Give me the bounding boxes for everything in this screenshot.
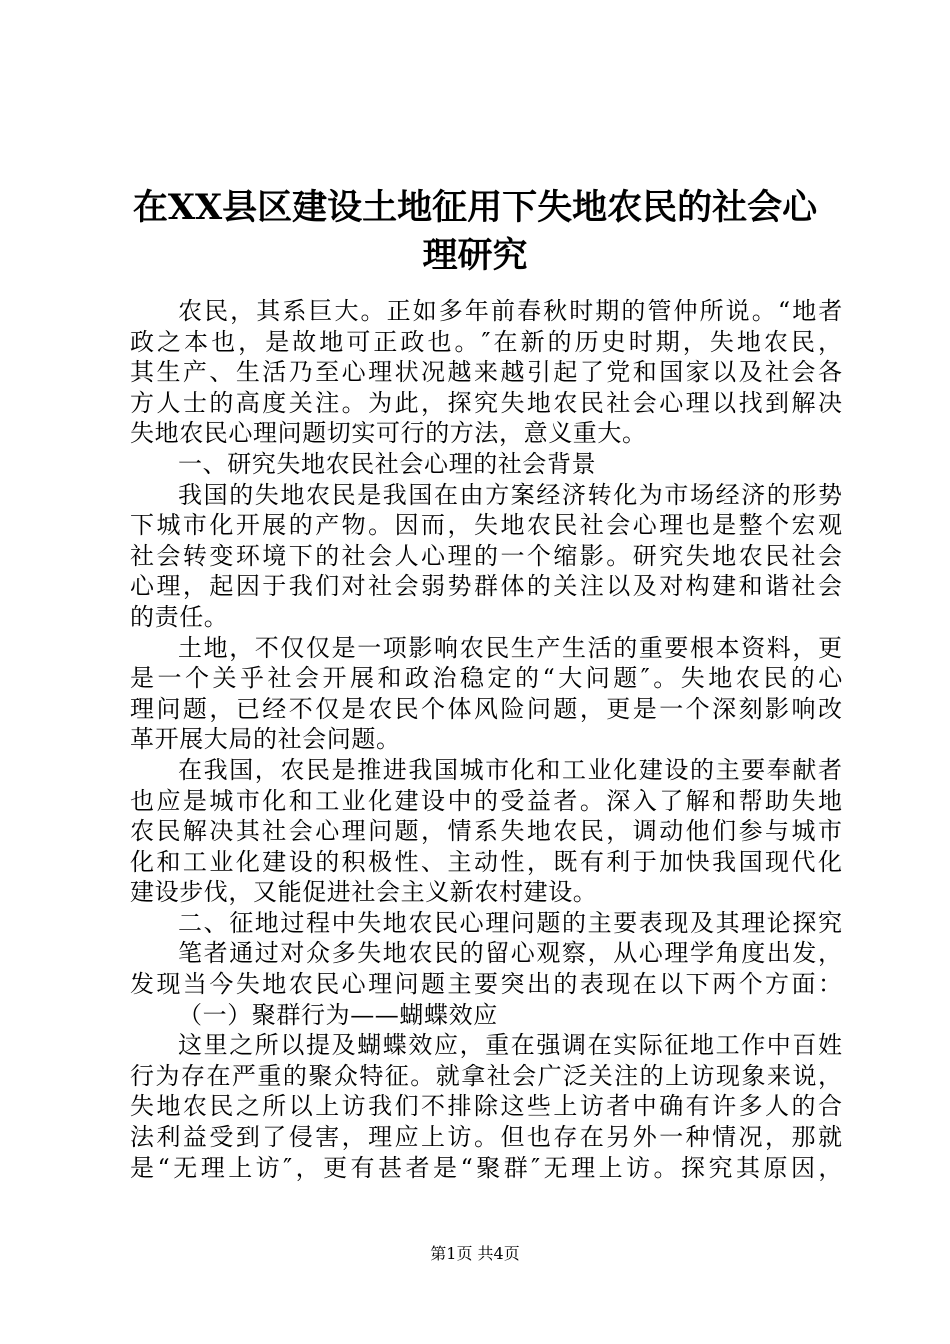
document-title-line-1: 在XX县区建设土地征用下失地农民的社会心	[132, 187, 818, 228]
text-line: 一、研究失地农民社会心理的社会背景	[178, 449, 597, 478]
text-line: 这里之所以提及蝴蝶效应，重在强调在实际征地工作中百姓	[178, 1031, 844, 1060]
page-footer: 第1页 共4页	[430, 1244, 520, 1263]
text-line: 我国的失地农民是我国在由方案经济转化为市场经济的形势	[178, 480, 844, 509]
text-line: 在我国，农民是推进我国城市化和工业化建设的主要奉献者	[178, 755, 844, 784]
text-line: 化和工业化建设的积极性、主动性，既有利于加快我国现代化	[130, 847, 845, 876]
text-line: 失地农民心理问题切实可行的方法，意义重大。	[130, 419, 647, 448]
document-title-line-2: 理研究	[422, 235, 528, 276]
text-line: 理问题，已经不仅是农民个体风险问题，更是一个深刻影响改	[130, 694, 845, 723]
text-line: 政之本也，是故地可正政也。″在新的历史时期，失地农民，	[130, 327, 846, 356]
text-line: （一）聚群行为——蝴蝶效应	[178, 1000, 498, 1029]
text-line: 其生产、生活乃至心理状况越来越引起了党和国家以及社会各	[130, 358, 845, 387]
text-line: 的责任。	[130, 602, 229, 631]
text-line: 笔者通过对众多失地农民的留心观察，从心理学角度出发，	[178, 939, 844, 968]
text-line: 法利益受到了侵害，理应上访。但也存在另外一种情况，那就	[130, 1123, 845, 1152]
text-line: 方人士的高度关注。为此，探究失地农民社会心理以找到解决	[130, 388, 845, 417]
text-line: 社会转变环境下的社会人心理的一个缩影。研究失地农民社会	[130, 541, 845, 570]
text-line: 下城市化开展的产物。因而，失地农民社会心理也是整个宏观	[130, 511, 845, 540]
text-line: 土地，不仅仅是一项影响农民生产生活的重要根本资料，更	[178, 633, 844, 662]
text-line: 也应是城市化和工业化建设中的受益者。深入了解和帮助失地	[130, 786, 845, 815]
text-line: 行为存在严重的聚众特征。就拿社会广泛关注的上访现象来说，	[130, 1061, 844, 1090]
text-line: 农民，其系巨大。正如多年前春秋时期的管仲所说。“地者	[178, 297, 845, 325]
text-line: 发现当今失地农民心理问题主要突出的表现在以下两个方面：	[130, 970, 845, 999]
text-line: 二、征地过程中失地农民心理问题的主要表现及其理论探究	[178, 908, 844, 937]
text-line: 心理，起因于我们对社会弱势群体的关注以及对构建和谐社会	[130, 572, 845, 601]
text-line: 是一个关乎社会开展和政治稳定的“大问题″。失地农民的心	[130, 664, 846, 693]
text-line: 农民解决其社会心理问题，情系失地农民，调动他们参与城市	[130, 817, 845, 846]
text-line: 建设步伐，又能促进社会主义新农村建设。	[130, 878, 598, 907]
text-line: 失地农民之所以上访我们不排除这些上访者中确有许多人的合	[130, 1092, 845, 1121]
text-line: 是“无理上访″，更有甚者是“聚群″无理上访。探究其原因，	[130, 1153, 846, 1182]
document-body	[130, 296, 846, 1183]
text-line: 革开展大局的社会问题。	[130, 725, 401, 754]
